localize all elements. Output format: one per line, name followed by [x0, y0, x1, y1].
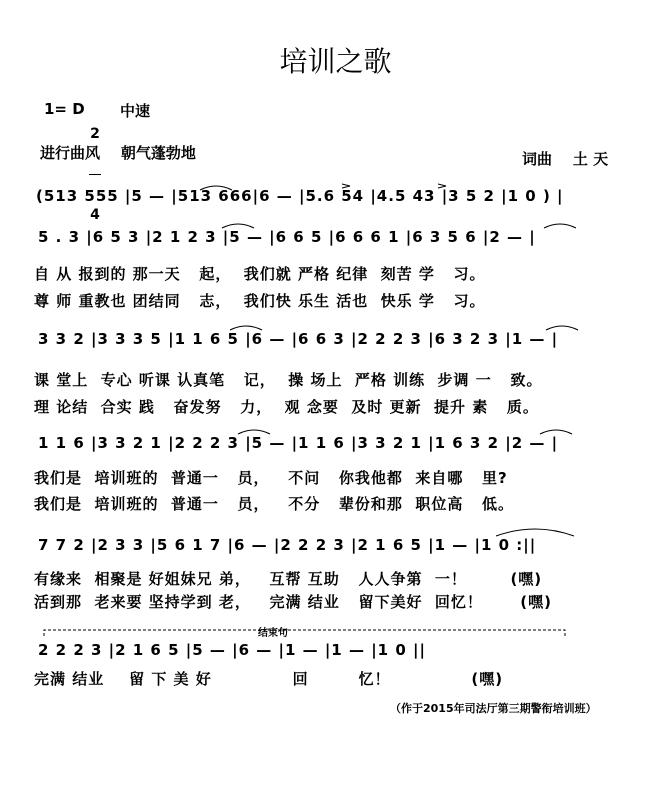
lyric-2-1: 自 从 报到的 那一天 起， 我们就 严格 纪律 刻苦 学 习。	[34, 265, 486, 283]
lyric-6-1: 完满 结业 留 下 美 好 回 忆！ (嘿)	[34, 670, 504, 688]
lyric-5-1: 有缘来 相聚是 好姐妹兄 弟， 互帮 互助 人人争第 一！ (嘿)	[34, 570, 543, 588]
score-line-2: 5 . 3 |6 5 3 |2 1 2 3 |5 — |6 6 5 |6 6 6 1 |6 3 5 6 |2 — |	[38, 228, 536, 246]
time-signature-bar	[89, 174, 101, 175]
lyric-3-2: 理 论结 合实 践 奋发努 力， 观 念要 及时 更新 提升 素 质。	[34, 398, 539, 416]
time-signature	[88, 94, 102, 239]
time-signature-top: 2	[90, 126, 100, 142]
lyric-5-2: 活到那 老来要 坚持学到 老， 完满 结业 留下美好 回忆！ (嘿)	[34, 593, 552, 611]
tempo-marking: 中速	[120, 102, 151, 120]
style-marking: 进行曲风 朝气蓬勃地	[40, 144, 196, 162]
author-credit: 词曲 土 天	[522, 150, 609, 168]
song-title: 培训之歌	[279, 45, 392, 78]
slur	[496, 529, 574, 536]
slur	[544, 224, 576, 228]
score-line-3: 3 3 2 |3 3 3 5 |1 1 6 5 |6 — |6 6 3 |2 2 2 3 |6 3 2 3 |1 — |	[38, 330, 559, 348]
lyric-4-1: 我们是 培训班的 普通一 员， 不问 你我他都 来自哪 里?	[34, 469, 508, 487]
lyric-4-2: 我们是 培训班的 普通一 员， 不分 辈份和那 职位高 低。	[34, 495, 515, 513]
time-signature-bottom: 4	[90, 207, 100, 223]
end-section-label: 结束句	[258, 628, 288, 639]
lyric-2-2: 尊 师 重教也 团结同 志， 我们快 乐生 活也 快乐 学 习。	[34, 292, 486, 310]
score-line-5: 7 7 2 |2 3 3 |5 6 1 7 |6 — |2 2 2 3 |2 1 6 5 |1 — |1 0 :||	[38, 536, 537, 554]
score-line-1: (513 555 |5 — |513 666|6 — |5.6 54 |4.5 43 |3 5 2 |1 0 ) |	[36, 187, 564, 205]
footnote: （作于2015年司法厅第三期警衔培训班）	[390, 702, 597, 715]
score-line-6: 2 2 2 3 |2 1 6 5 |5 — |6 — |1 — |1 — |1 0 ||	[38, 641, 426, 659]
key-signature: 1= D	[44, 100, 85, 118]
score-line-4: 1 1 6 |3 3 2 1 |2 2 2 3 |5 — |1 1 6 |3 3 2 1 |1 6 3 2 |2 — |	[38, 434, 559, 452]
lyric-3-1: 课 堂上 专心 听课 认真笔 记， 操 场上 严格 训练 步调 一 致。	[34, 371, 543, 389]
end-section-bracket	[44, 630, 565, 636]
